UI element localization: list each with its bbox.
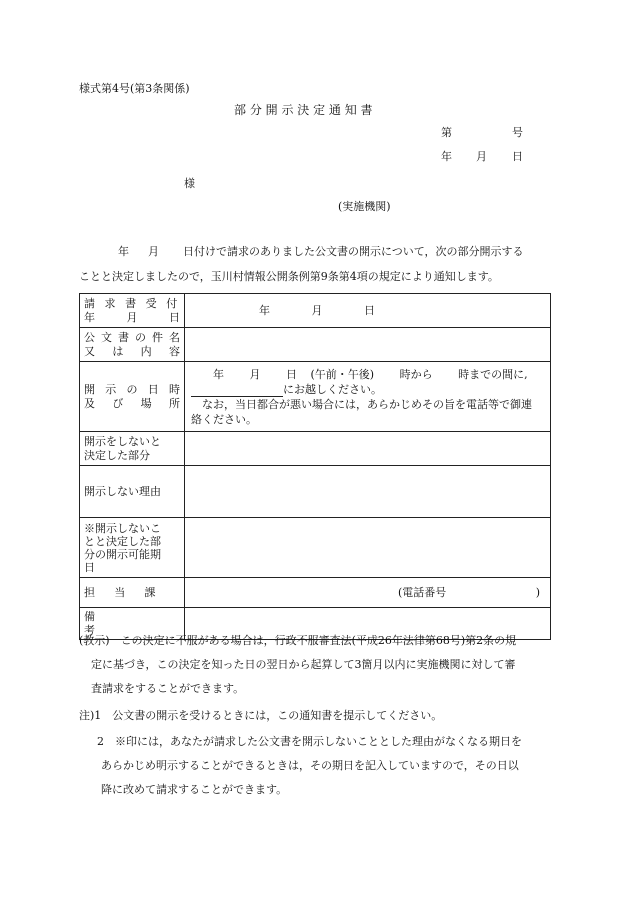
undisclosed-part-label-line2: 決定した部分 — [84, 448, 150, 462]
possible-date-label-line4: 日 — [84, 560, 95, 574]
possible-date-label-line3: 分の開示可能期 — [84, 547, 161, 561]
undisclosed-part-label — [80, 432, 185, 466]
document-title: 部 分 開 示 決 定 通 知 書 — [234, 103, 373, 117]
addressee-suffix: 様 — [184, 177, 195, 190]
body-line2: ことと決定しましたので，玉川村情報公開条例第9条第4項の規定により通知します。 — [79, 270, 499, 283]
receipt-month: 月 — [311, 304, 323, 317]
body-line1: 日付けで請求のありました公文書の開示について，次の部分開示する — [183, 245, 524, 258]
disclosure-day: 日 — [286, 367, 297, 381]
disclosure-from: 時から — [399, 367, 433, 381]
department-label — [80, 578, 185, 608]
receipt-year: 年 — [259, 304, 270, 317]
number-suffix: 号 — [512, 126, 523, 139]
issue-date-month: 月 — [476, 150, 487, 163]
disclosure-come: にお越しください。 — [283, 382, 382, 396]
receipt-date-label-line1: 請求書受付 — [84, 296, 180, 310]
form-number: 様式第4号(第3条関係) — [79, 82, 190, 95]
receipt-date-label — [80, 294, 185, 328]
undisclosed-part-label-line1: 開示をしないと — [84, 434, 161, 448]
remarks-label-text: 備考 — [84, 609, 145, 637]
table-row-undisclosed-reason — [80, 466, 551, 518]
note-2-line1: 2 ※印には，あなたが請求した公文書を開示しないこととした理由がなくなる期日を — [97, 735, 522, 748]
note-2-line2: あらかじめ明示することができるときは，その期日を記入していますので，その日以 — [101, 759, 519, 772]
possible-date-label — [80, 518, 185, 578]
disclosure-datetime-label-line1: 開示の日時 — [84, 382, 180, 396]
table-row-disclosure-datetime — [80, 362, 551, 432]
note-2-line3: 降に改めて請求することができます。 — [101, 783, 288, 796]
body-month: 月 — [148, 245, 159, 258]
table-row-possible-date — [80, 518, 551, 578]
table-row-receipt-date — [80, 294, 551, 328]
receipt-date-label-line2: 年 月 日 — [84, 310, 180, 324]
instruction-line3: 査請求をすることができます。 — [91, 682, 245, 695]
table-row-department — [80, 578, 551, 608]
instruction-line2: 定に基づき，この決定を知った日の翌日から起算して3箇月以内に実施機関に対して審 — [91, 658, 516, 671]
table-row-undisclosed-part — [80, 432, 551, 466]
body-year: 年 — [118, 245, 129, 258]
document-subject-value[interactable] — [185, 328, 551, 362]
disclosure-ampm: (午前・午後) — [310, 367, 375, 381]
receipt-day: 日 — [364, 304, 375, 317]
issuer-label: (実施機関) — [338, 200, 391, 213]
issue-date-year: 年 — [441, 150, 452, 163]
phone-label: (電話番号 — [398, 586, 447, 599]
undisclosed-reason-value[interactable] — [185, 466, 551, 518]
disclosure-datetime-value[interactable] — [185, 362, 551, 432]
number-prefix: 第 — [441, 126, 452, 139]
document-subject-label-line2: 又は内容 — [84, 344, 180, 358]
disclosure-note-line1: なお，当日都合が悪い場合には，あらかじめその旨を電話等で御連 — [202, 397, 532, 411]
disclosure-note-line2: 絡ください。 — [191, 412, 257, 426]
undisclosed-part-value[interactable] — [185, 432, 551, 466]
table-row-document-subject — [80, 328, 551, 362]
undisclosed-reason-label-text: 開示しない理由 — [84, 484, 161, 498]
department-value[interactable] — [185, 578, 551, 608]
phone-close: ) — [535, 586, 541, 599]
receipt-date-value[interactable] — [185, 294, 551, 328]
disclosure-datetime-label — [80, 362, 185, 432]
disclosure-year: 年 — [213, 367, 224, 381]
department-label-text: 担当課 — [84, 585, 175, 599]
disclosure-month: 月 — [249, 367, 261, 381]
undisclosed-reason-label — [80, 466, 185, 518]
possible-date-value[interactable] — [185, 518, 551, 578]
possible-date-label-line2: とと決定した部 — [84, 534, 161, 548]
disclosure-datetime-label-line2: 及び場所 — [84, 396, 180, 410]
disclosure-until: 時までの間に, — [458, 367, 528, 381]
document-subject-label-line1: 公文書の件名 — [84, 330, 180, 344]
disclosure-place-blank[interactable] — [191, 384, 283, 397]
instruction-line1: (教示) この決定に不服がある場合は，行政不服審査法(平成26年法律第68号)第2条の規 — [79, 634, 517, 647]
note-1: 注)1 公文書の開示を受けるときには，この通知書を提示してください。 — [79, 709, 443, 722]
notice-table — [79, 293, 551, 640]
issue-date-day: 日 — [512, 150, 523, 163]
document-subject-label — [80, 328, 185, 362]
possible-date-label-line1: ※開示しないこ — [84, 521, 161, 535]
